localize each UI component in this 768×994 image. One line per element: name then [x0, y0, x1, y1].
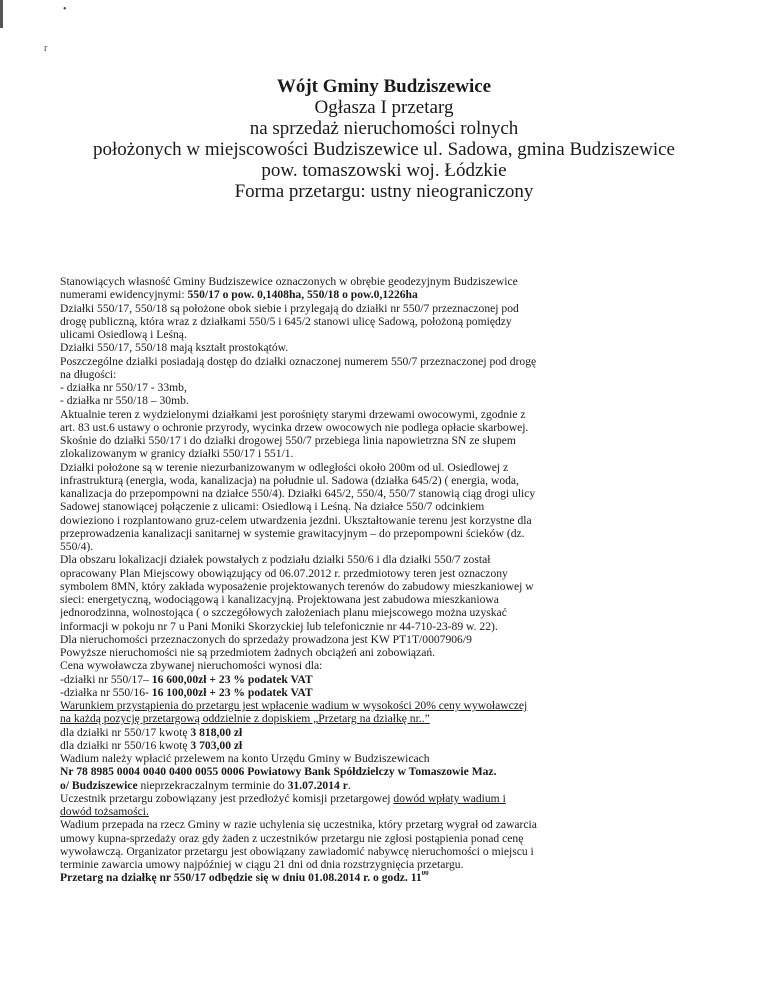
body-line: dowieziono i rozplantowano gruz-celem utwardzenia jezdni. Ukształtowanie terenu jest korzystne dla [60, 513, 532, 527]
announcement-heading [0, 76, 768, 202]
text-segment: -działki nr 550/17– [60, 672, 152, 686]
scan-dot-mark: • [63, 4, 67, 15]
body-line: kanalizacja do przepompowni na działce 550/4). Działki 645/2, 550/4, 550/7 stanowią ciąg drogi ulicy [60, 487, 536, 500]
body-line: Stanowiących własność Gminy Budziszewice oznaczonych w obrębie geodezyjnym Budziszewice [60, 275, 518, 288]
body-line: Dla nieruchomości przeznaczonych do sprzedaży prowadzona jest KW PT1T/0007906/9 [60, 632, 472, 646]
heading-line-6: Forma przetargu: ustny nieograniczony [234, 181, 534, 202]
auction-date-line [60, 871, 700, 884]
body-line: ulicami Osiedlową i Leśną. [60, 328, 187, 341]
body-line [60, 739, 700, 752]
body-line: Działki 550/17, 550/18 są położone obok siebie i przylegają do działki nr 550/7 przeznaczonej pod [60, 301, 519, 315]
body-line: Działki 550/17, 550/18 mają kształt prostokątów. [60, 341, 289, 355]
body-line: Cena wywoławcza zbywanej nieruchomości wynosi dla: [60, 659, 323, 673]
announcement-body [60, 275, 700, 885]
body-line: Wadium należy wpłacić przelewem na konto Urzędu Gminy w Budziszewicach [60, 752, 430, 765]
text-segment: nieprzekraczalnym terminie do [137, 778, 288, 792]
body-line: na każdą pozycję przetargową oddzielnie z dopiskiem „Przetarg na działkę nr..” [60, 712, 430, 726]
body-line: Wadium przepada na rzecz Gminy w razie uchylenia się uczestnika, który przetarg wygrał od zawarcia [60, 818, 537, 832]
body-line: terminie zawarcia umowy najpóźniej w ciągu 21 dni od dnia rozstrzygnięcia przetargu. [60, 858, 464, 871]
deposit-550-17: 3 818,00 zł [190, 725, 243, 739]
deposit-550-16: 3 703,00 zł [190, 738, 243, 752]
heading-line-2: Ogłasza I przetarg [314, 97, 454, 118]
body-line: zlokalizowanym w granicy działki 550/17 i 551/1. [60, 447, 294, 461]
text-segment: dla działki nr 550/17 kwotę [60, 725, 191, 739]
body-line: Skośnie do działki 550/17 i do działki drogowej 550/7 przebiega linia napowietrzna SN ze słupem [60, 434, 516, 447]
body-line [60, 779, 700, 792]
text-segment: Uczestnik przetargu zobowiązany jest przedłożyć komisji przetargowej [60, 791, 394, 805]
body-line: wywoławczą. Organizator przetargu jest obowiązany zawiadomić nabywcę nieruchomości o miejscu i [60, 844, 534, 858]
scan-letter-mark: r [44, 43, 48, 54]
body-line: - działka nr 550/18 – 30mb. [60, 394, 189, 408]
body-line: art. 83 ust.6 ustawy o ochronie przyrody, wycinka drzew owocowych nie podlega opłacie skarbowej. [60, 420, 529, 434]
body-line [60, 726, 700, 739]
body-line [60, 288, 700, 301]
body-line: infrastrukturą (energia, woda, kanalizacja) na południe ul. Sadowa (działka 645/2) ( energia, woda, [60, 473, 519, 487]
body-line: Działki położone są w terenie niezurbanizowanym w odległości około 200m od ul. Osiedlowej z [60, 460, 509, 474]
text-segment: numerami ewidencyjnymi: [60, 288, 188, 302]
body-line: przeprowadzenia kanalizacji sanitarnej w systemie grawitacyjnym – do przepompowni ścieków (dz. [60, 526, 525, 540]
body-line: Powyższe nieruchomości nie są przedmiotem żadnych obciążeń ani zobowiązań. [60, 646, 436, 659]
text-segment: dla działki nr 550/16 kwotę [60, 738, 191, 752]
body-line: Aktualnie teren z wydzielonymi działkami jest porośnięty starymi drzewami owocowymi, zgodnie z [60, 407, 526, 421]
price-550-16: 16 100,00zł + 23 % podatek VAT [151, 685, 313, 699]
body-line: umowy kupna-sprzedaży oraz gdy żaden z uczestników przetargu nie zgłosi postąpienia ponad cenę [60, 831, 524, 845]
body-line: dowód tożsamości. [60, 805, 149, 818]
bank-account: Nr 78 8985 0004 0040 0400 0055 0006 Powiatowy Bank Spółdzielczy w Tomaszowie Maz. [60, 765, 497, 779]
body-line: Dla obszaru lokalizacji działek powstałych z podziału działki 550/6 i dla działki 550/7 został [60, 553, 491, 567]
time-superscript: 00 [421, 871, 429, 878]
body-line: opracowany Plan Miejscowy obowiązujący od 06.07.2012 r. przedmiotowy teren jest oznaczony [60, 566, 508, 580]
heading-line-5: pow. tomaszowski woj. Łódzkie [261, 160, 507, 181]
parcel-areas: 550/17 o pow. 0,1408ha, 550/18 o pow.0,1226ha [187, 288, 418, 302]
body-line: - działka nr 550/17 - 33mb, [60, 381, 187, 394]
heading-title: Wójt Gminy Budziszewice [276, 76, 492, 97]
scan-edge-mark [0, 0, 3, 28]
body-line: jednorodzinna, wolnostojąca ( o szczegółowych założeniach planu miejscowego można uzyskać [60, 606, 507, 620]
body-line [60, 686, 700, 699]
body-line: Warunkiem przystąpienia do przetargu jest wpłacenie wadium w wysokości 20% ceny wywoławczej [60, 699, 528, 712]
text-segment: . [347, 778, 351, 792]
body-line: informacji w pokoju nr 7 u Pani Moniki Skorzyckiej lub telefonicznie nr 44-710-23-89 w. 22). [60, 619, 498, 633]
body-line [60, 792, 700, 805]
text-segment: dowód wpłaty wadium i [393, 791, 506, 805]
text-segment: Przetarg na działkę nr 550/17 odbędzie się w dniu 01.08.2014 r. o godz. 11 [60, 871, 422, 885]
heading-line-4: położonych w miejscowości Budziszewice ul. Sadowa, gmina Budziszewice [93, 139, 675, 160]
body-line: Sadowej stanowiącej połączenie z ulicami: Osiedlową i Leśną. Na działce 550/7 odcinkiem [60, 500, 485, 514]
body-line: drogę publiczną, która wraz z działkami 550/5 i 645/2 stanowi ulicę Sadową, położoną pomiędzy [60, 314, 512, 328]
body-line: Poszczególne działki posiadają dostęp do działki oznaczonej numerem 550/7 przeznaczonej pod drogę [60, 354, 537, 368]
body-line: sieci: energetyczną, wodociągową i kanalizacyjną. Projektowana jest zabudowa mieszkaniowa [60, 593, 499, 606]
body-line [60, 673, 700, 686]
text-segment: -działka nr 550/16- [60, 685, 152, 699]
text-segment: o/ Budziszewice [60, 778, 138, 792]
body-line: na długości: [60, 367, 117, 381]
price-550-17: 16 600,00zł + 23 % podatek VAT [151, 672, 313, 686]
heading-line-3: na sprzedaż nieruchomości rolnych [249, 118, 519, 139]
body-line: symbolem 8MN, który zakłada wyposażenie projektowanych terenów do zabudowy mieszkaniowej w [60, 579, 534, 593]
deposit-deadline: 31.07.2014 r [287, 778, 348, 792]
body-line: 550/4). [60, 540, 94, 553]
